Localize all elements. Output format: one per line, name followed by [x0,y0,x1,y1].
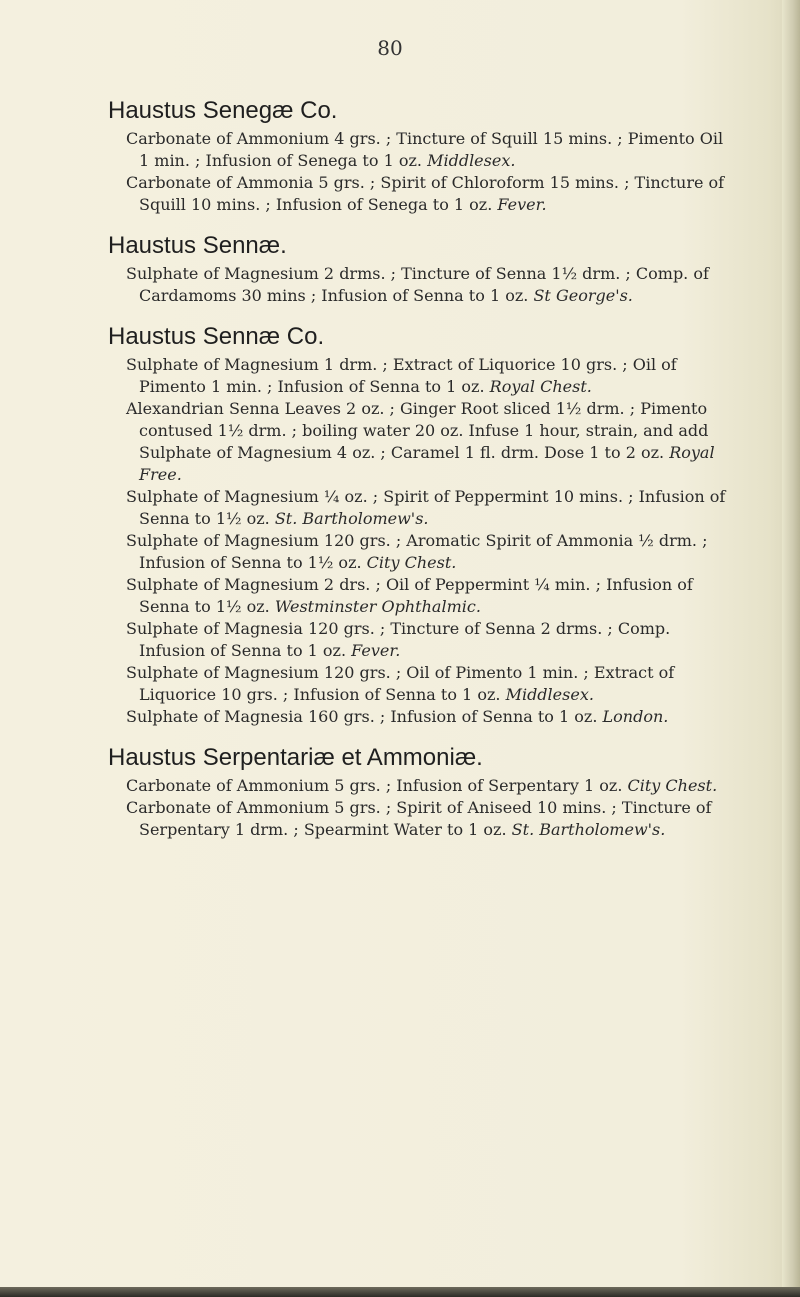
formula-source: St George's. [533,286,633,305]
formula [108,706,733,728]
entry-heading: Haustus Serpentariæ et Ammoniæ. [108,744,483,771]
formula-source: Middlesex. [427,151,516,170]
formula [108,398,733,486]
formula [108,574,733,618]
entry-heading: Haustus Sennæ Co. [108,323,325,350]
formula [108,775,733,797]
formula-source: City Chest. [627,776,718,795]
formula-text: Carbonate of Ammonium 4 grs. ; Tincture of Squill 15 mins. ; Pimento Oil 1 min. ; Infusion of Senega to 1 oz. [126,129,724,170]
formula [108,128,733,172]
page-number: 80 [377,36,403,60]
formula-text: Sulphate of Magnesia 120 grs. ; Tincture of Senna 2 drms. ; Comp. Infusion of Senna to 1 oz. [126,619,671,660]
formula-source: St. Bartholomew's. [511,820,666,839]
formula-text: Alexandrian Senna Leaves 2 oz. ; Ginger Root sliced 1½ drm. ; Pimento contused 1½ drm. ; boiling water 20 oz. Infuse 1 hour, strain, and add Sulphate of Magnesium 4 oz. ; Caramel 1 fl. drm. Dose 1 to 2 oz. [126,399,709,462]
formula-source: St. Bartholomew's. [274,509,429,528]
formula [108,486,733,530]
entry-heading: Haustus Sennæ. [108,232,287,259]
formula-text: Carbonate of Ammonium 5 grs. ; Spirit of Aniseed 10 mins. ; Tincture of Serpentary 1 drm. ; Spearmint Water to 1 oz. [126,798,712,839]
formula-source: Westminster Ophthalmic. [274,597,481,616]
formula-source: Fever. [497,195,547,214]
formula-text: Carbonate of Ammonia 5 grs. ; Spirit of Chloroform 15 mins. ; Tincture of Squill 10 mins. ; Infusion of Senega to 1 oz. [126,173,725,214]
formula-source: Middlesex. [505,685,594,704]
formula-source: London. [602,707,669,726]
formula-source: Royal Free. [139,443,715,484]
page-right-edge-shadow [782,0,800,1297]
formula-text: Sulphate of Magnesium 1 drm. ; Extract of Liquorice 10 grs. ; Oil of Pimento 1 min. ; Infusion of Senna to 1 oz. [126,355,677,396]
entry-haustus-serpentariae-et-ammoniae [108,743,733,841]
formula-source: Royal Chest. [489,377,592,396]
entry-heading: Haustus Senegæ Co. [108,97,338,124]
formula [108,263,733,307]
page-content [108,96,733,856]
formula-source: Fever. [351,641,401,660]
formula-text: Sulphate of Magnesia 160 grs. ; Infusion of Senna to 1 oz. [126,707,598,726]
formula [108,172,733,216]
formula [108,662,733,706]
entry-haustus-senegae-co [108,96,733,216]
entry-haustus-sennae [108,231,733,307]
formula-text: Sulphate of Magnesium 120 grs. ; Oil of Pimento 1 min. ; Extract of Liquorice 10 grs. ; Infusion of Senna to 1 oz. [126,663,675,704]
formula-source: City Chest. [366,553,457,572]
formula [108,354,733,398]
formula [108,797,733,841]
formula-text: Sulphate of Magnesium ¼ oz. ; Spirit of Peppermint 10 mins. ; Infusion of Senna to 1½ oz. [126,487,726,528]
formula [108,530,733,574]
entry-haustus-sennae-co [108,322,733,728]
formula-text: Sulphate of Magnesium 2 drs. ; Oil of Peppermint ¼ min. ; Infusion of Senna to 1½ oz. [126,575,693,616]
formula-text: Sulphate of Magnesium 2 drms. ; Tincture of Senna 1½ drm. ; Comp. of Cardamoms 30 mins ; Infusion of Senna to 1 oz. [126,264,709,305]
formula [108,618,733,662]
formula-text: Sulphate of Magnesium 120 grs. ; Aromatic Spirit of Ammonia ½ drm. ; Infusion of Senna to 1½ oz. [126,531,708,572]
page-bottom-edge [0,1287,800,1297]
formula-text: Carbonate of Ammonium 5 grs. ; Infusion of Serpentary 1 oz. [126,776,623,795]
